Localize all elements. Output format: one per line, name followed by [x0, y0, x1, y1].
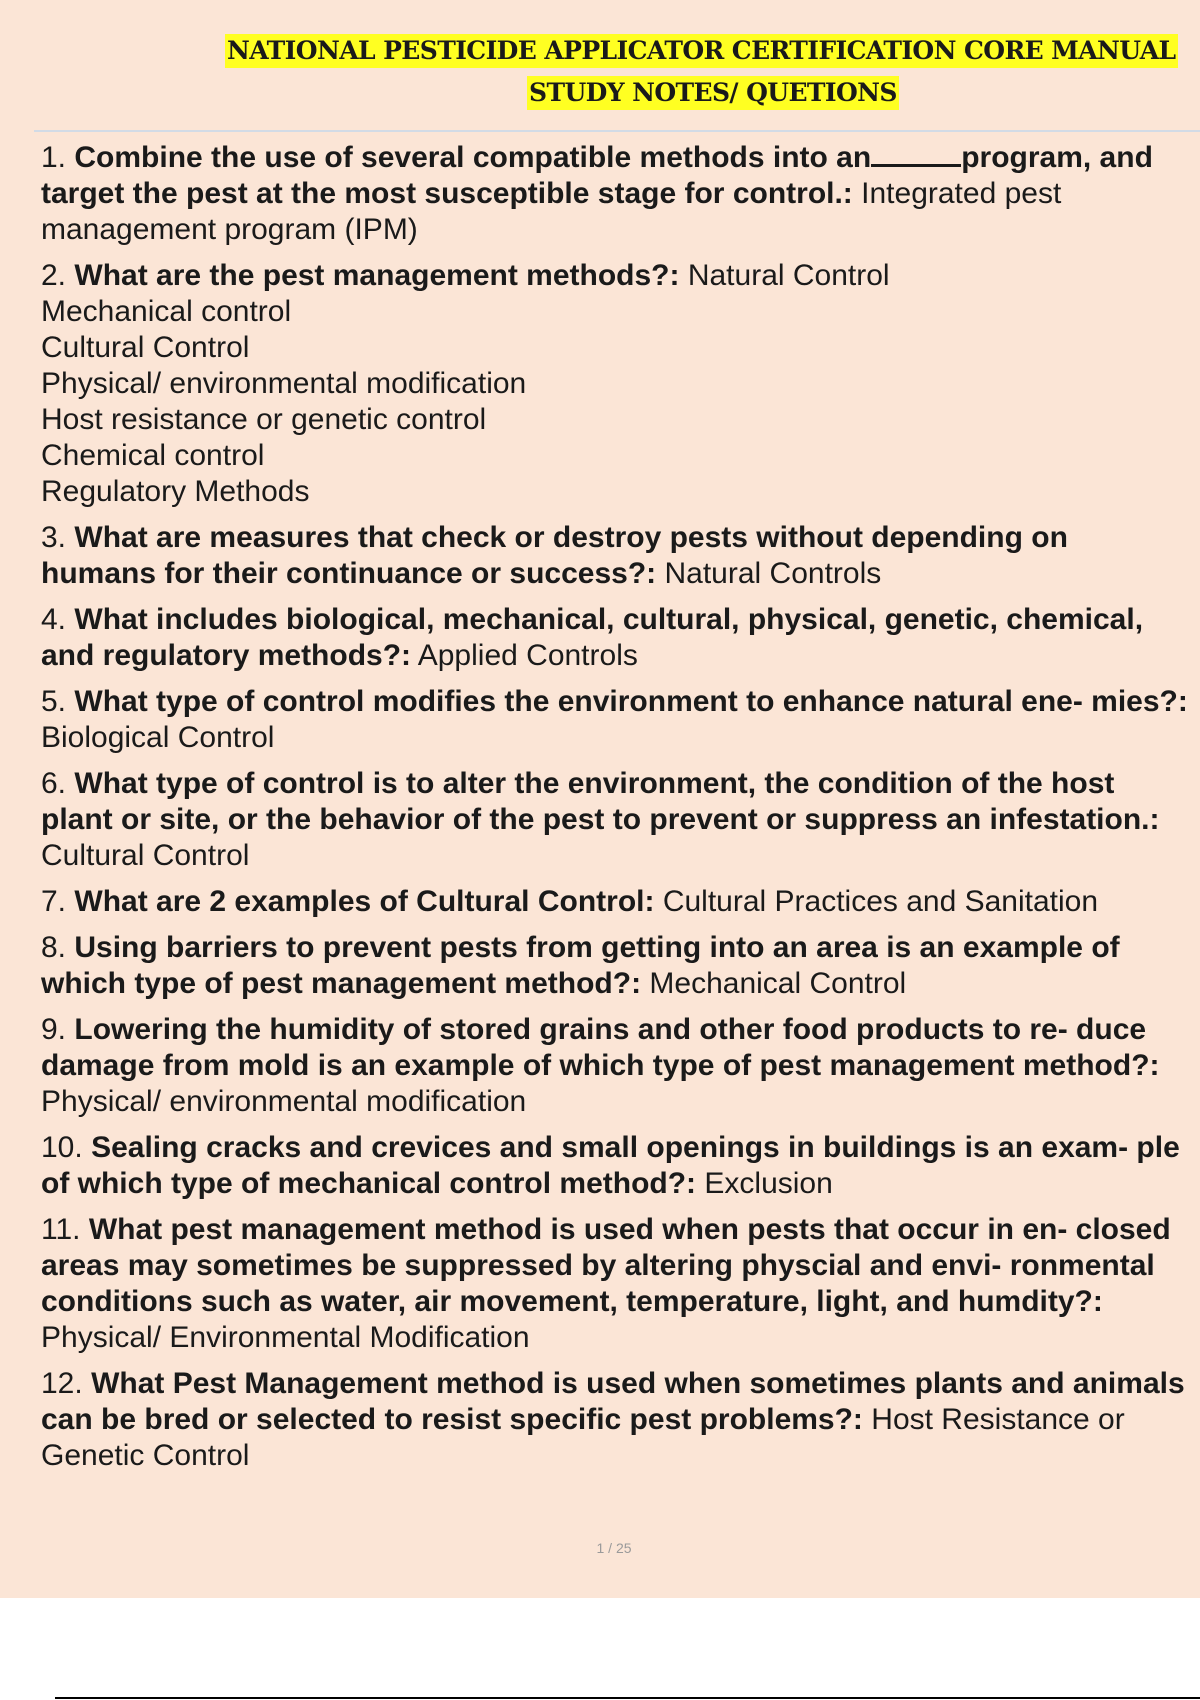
question-text: What are 2 examples of Cultural Control:: [74, 885, 655, 918]
question-item-9: [41, 1012, 1191, 1120]
question-number: 7.: [41, 885, 67, 918]
question-number: 5.: [41, 685, 67, 718]
question-item-8: [41, 930, 1191, 1002]
fill-in-blank: [871, 138, 961, 167]
question-text: Using barriers to prevent pests from getting into an area is an example of which type of pest management method?:: [41, 931, 1120, 1000]
question-item-3: [41, 520, 1191, 592]
question-number: 8.: [41, 931, 67, 964]
answer-line: Regulatory Methods: [41, 475, 310, 508]
answer-text: Cultural Practices and Sanitation: [662, 885, 1099, 918]
question-number: 4.: [41, 603, 67, 636]
answer-line: Host resistance or genetic control: [41, 403, 487, 436]
question-number: 11.: [41, 1213, 81, 1246]
question-item-2: [41, 258, 1191, 510]
question-text: What are the pest management methods?:: [74, 259, 680, 292]
question-item-6: [41, 766, 1191, 874]
answer-text: Integrated pest management program (IPM): [41, 177, 1062, 246]
question-text: Lowering the humidity of stored grains and other food products to re- duce damage from mold is an example of which type of pest management method?:: [41, 1013, 1160, 1082]
question-text: Sealing cracks and crevices and small openings in buildings is an exam- ple of which type of mechanical control method?:: [41, 1131, 1180, 1200]
question-text: What includes biological, mechanical, cultural, physical, genetic, chemical, and regulatory methods?:: [41, 603, 1144, 672]
answer-text: Natural Controls: [664, 557, 882, 590]
answer-text: Applied Controls: [417, 639, 638, 672]
question-item-10: [41, 1130, 1191, 1202]
answer-text: Natural Control: [687, 259, 890, 292]
question-item-7: [41, 884, 1191, 920]
question-number: 1.: [41, 141, 67, 174]
question-list: [41, 138, 1191, 1484]
answer-line: Mechanical control: [41, 295, 292, 328]
question-text: What type of control modifies the environment to enhance natural ene- mies?:: [74, 685, 1188, 718]
question-item-1: [41, 138, 1191, 248]
question-item-4: [41, 602, 1191, 674]
answer-text: Mechanical Control: [649, 967, 907, 1000]
question-item-12: [41, 1366, 1191, 1474]
question-number: 3.: [41, 521, 67, 554]
footer-rule: [55, 1697, 1200, 1699]
question-text: What are measures that check or destroy pests without depending on humans for their continuance or success?:: [41, 521, 1068, 590]
answer-line: Chemical control: [41, 439, 265, 472]
answer-text: Physical/ environmental modification: [41, 1085, 527, 1118]
question-number: 6.: [41, 767, 67, 800]
question-number: 2.: [41, 259, 67, 292]
answer-text: Host Resistance or Genetic Control: [41, 1403, 1125, 1472]
answer-line: Cultural Control: [41, 331, 250, 364]
question-text: What Pest Management method is used when sometimes plants and animals can be bred or selected to resist specific pest problems?:: [41, 1367, 1185, 1436]
answer-text: Biological Control: [41, 721, 275, 754]
question-number: 9.: [41, 1013, 67, 1046]
question-number: 12.: [41, 1367, 83, 1400]
answer-text: Cultural Control: [41, 839, 250, 872]
header-title-line2: STUDY NOTES/ QUETIONS: [527, 76, 899, 110]
question-text: What type of control is to alter the environment, the condition of the host plant or site, or the behavior of the pest to prevent or suppress an infestation.:: [41, 767, 1160, 836]
question-item-11: [41, 1212, 1191, 1356]
header-divider: [34, 130, 1200, 132]
header-title-line1: NATIONAL PESTICIDE APPLICATOR CERTIFICATION CORE MANUAL: [225, 34, 1178, 68]
question-item-5: [41, 684, 1191, 756]
page-number: 1 / 25: [596, 1540, 632, 1556]
question-text: Combine the use of several compatible methods into an program, and target the pest at the most susceptible stage for control.:: [41, 141, 1153, 210]
answer-text: Physical/ Environmental Modification: [41, 1321, 530, 1354]
question-text: What pest management method is used when pests that occur in en- closed areas may sometimes be suppressed by altering physcial and envi- ronmental conditions such as water, air movement, temperature, light, and humdity?:: [41, 1213, 1171, 1318]
answer-text: Exclusion: [704, 1167, 833, 1200]
question-number: 10.: [41, 1131, 83, 1164]
answer-line: Physical/ environmental modification: [41, 367, 527, 400]
